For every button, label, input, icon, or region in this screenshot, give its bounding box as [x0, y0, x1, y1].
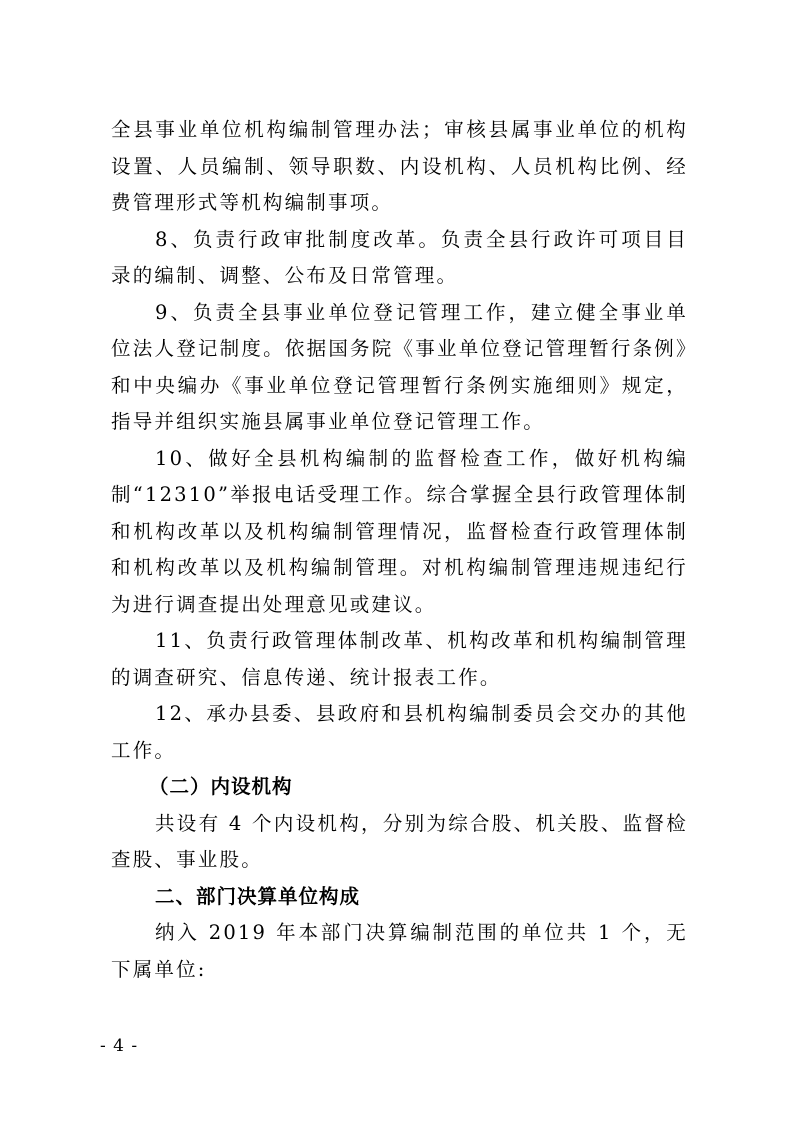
paragraph-item-10: 10、做好全县机构编制的监督检查工作，做好机构编制“12310”举报电话受理工作。综合掌握全县行政管理体制和机构改革以及机构编制管理情况，监督检查行政管理体制和机构改革以及机构编制管理。对机构编制管理违规违纪行为进行调查提出处理意见或建议。	[111, 446, 688, 616]
paragraph-item-9: 9、负责全县事业单位登记管理工作，建立健全事业单位法人登记制度。依据国务院《事业单位登记管理暂行条例》和中央编办《事业单位登记管理暂行条例实施细则》规定，指导并组织实施县属事业单位登记管理工作。	[111, 300, 688, 433]
section-heading-internal-units: （二）内设机构	[149, 775, 293, 798]
paragraph-internal-units: 共设有 4 个内设机构，分别为综合股、机关股、监督检查股、事业股。	[111, 811, 688, 871]
paragraph-item-8: 8、负责行政审批制度改革。负责全县行政许可项目目录的编制、调整、公布及日常管理。	[111, 227, 688, 287]
paragraph-item-12: 12、承办县委、县政府和县机构编制委员会交办的其他工作。	[111, 702, 688, 762]
paragraph-item-11: 11、负责行政管理体制改革、机构改革和机构编制管理的调查研究、信息传递、统计报表工作。	[111, 629, 688, 689]
document-body	[111, 112, 688, 988]
page-number: - 4 -	[100, 1036, 139, 1056]
paragraph-continued-duties: 全县事业单位机构编制管理办法；审核县属事业单位的机构设置、人员编制、领导职数、内设机构、人员机构比例、经费管理形式等机构编制事项。	[111, 118, 688, 214]
paragraph-budget-units: 纳入 2019 年本部门决算编制范围的单位共 1 个，无下属单位:	[111, 921, 688, 981]
section-heading-budget-units: 二、部门决算单位构成	[155, 884, 361, 908]
